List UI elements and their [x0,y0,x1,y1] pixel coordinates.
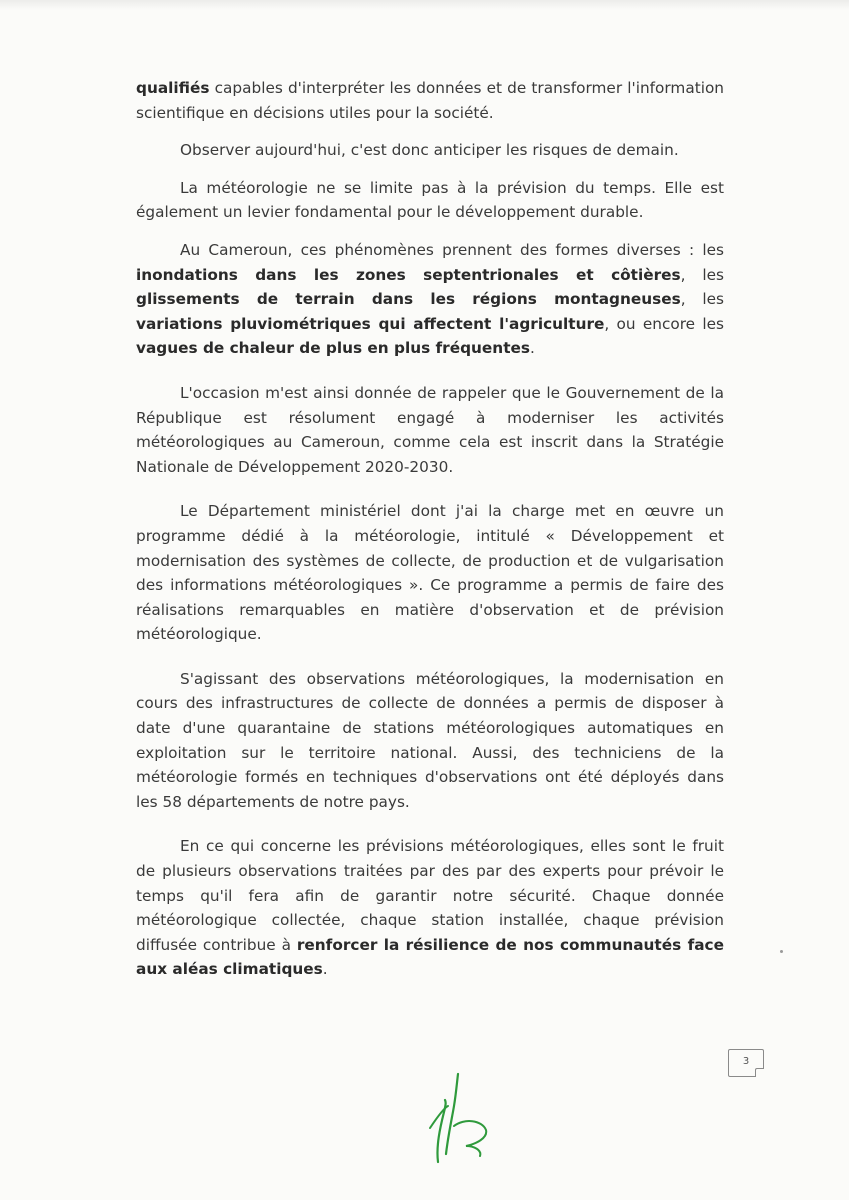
paragraph-text: , ou encore les [604,314,724,333]
paragraph-6 [136,499,724,647]
paragraph-2 [136,138,724,163]
paragraph-text: S'agissant des observations météorologiques, la modernisation en cours des infrastructures de collecte de données a permis de disposer à date d'une quarantaine de stations météorologiques automatiques en exploitation sur le territoire national. Aussi, des techniciens de la météorologie formés en techniques d'observations ont été déployés dans les 58 départements de notre pays. [136,669,724,811]
paragraph-text: En ce qui concerne les prévisions météorologiques, elles sont le fruit de plusieurs observations traitées par des par des experts pour prévoir le temps qu'il fera afin de garantir notre sécurité. Chaque donnée météorologique collectée, chaque station installée, chaque prévision diffusée contribue à [136,837,724,954]
document-body [136,76,724,982]
bold-phrase: glissements de terrain dans les régions montagneuses [136,290,681,309]
paragraph-8 [136,834,724,982]
paragraph-text: . [322,960,328,979]
paragraph-5 [136,381,724,479]
bold-phrase: vagues de chaleur de plus en plus fréquentes [136,339,530,358]
bold-phrase: renforcer la résilience de nos communautés face aux aléas climatiques [136,935,724,979]
page-number-value: 3 [742,1056,750,1067]
scan-speck [780,950,783,953]
bold-phrase: qualifiés [136,79,210,97]
paragraph-text: L'occasion m'est ainsi donnée de rappeler que le Gouvernement de la République est résolument engagé à moderniser les activités météorologiques au Cameroun, comme cela est inscrit dans la Stratégie Nationale de Développement 2020-2030. [136,383,724,476]
page-corner-curl [755,1068,764,1077]
bold-phrase: inondations dans les zones septentrionales et côtières [136,265,681,284]
paragraph-text: La météorologie ne se limite pas à la prévision du temps. Elle est également un levier fondamental pour le développement durable. [136,178,724,222]
paragraph-text: . [529,339,535,358]
paragraph-text: capables d'interpréter les données et de transformer l'information scientifique en décisions utiles pour la société. [136,79,724,122]
signature-initials [424,1066,494,1166]
paragraph-4 [136,238,724,361]
scan-edge [0,0,849,10]
bold-phrase: variations pluviométriques qui affectent l'agriculture [136,314,605,333]
paragraph-3 [136,176,724,225]
page-number [728,1049,764,1077]
paragraph-text: , les [680,265,725,284]
paragraph-text: Observer aujourd'hui, c'est donc anticiper les risques de demain. [180,141,679,160]
paragraph-1 [136,76,724,125]
paragraph-text: , les [680,290,724,309]
paragraph-text: Au Cameroun, ces phénomènes prennent des formes diverses : les [180,240,724,259]
paragraph-7 [136,667,724,815]
paragraph-text: Le Département ministériel dont j'ai la charge met en œuvre un programme dédié à la météorologie, intitulé « Développement et modernisation des systèmes de collecte, de production et de vulgarisation des informations météorologiques ». Ce programme a permis de faire des réalisations remarquables en matière d'observation et de prévision météorologique. [136,502,724,644]
